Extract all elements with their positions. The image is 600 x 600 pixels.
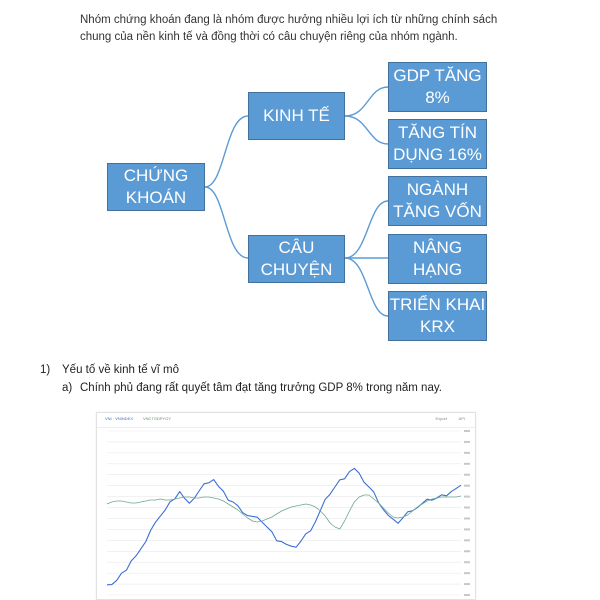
- section-title: Yếu tố về kinh tế vĩ mô: [62, 364, 179, 376]
- node-story: CÂU CHUYỆN: [248, 235, 345, 283]
- node-market-upgrade: NÂNG HẠNG: [388, 234, 487, 284]
- connector-story-krx: [345, 258, 388, 316]
- line-chart: [97, 427, 475, 599]
- chart-axis-tick: [464, 452, 470, 454]
- chart-axis-tick: [464, 550, 470, 552]
- node-gdp-growth: GDP TĂNG 8%: [388, 62, 487, 112]
- connector-root-story: [205, 187, 248, 258]
- subitem-number: a): [62, 382, 73, 394]
- chart-axis-tick: [464, 474, 470, 476]
- chart-screenshot: [96, 412, 476, 600]
- chart-axis-tick: [464, 539, 470, 541]
- section-number: 1): [40, 364, 51, 376]
- chart-axis-tick: [464, 485, 470, 487]
- chart-axis-tick: [464, 441, 470, 443]
- node-stocks: CHỨNG KHOÁN: [107, 163, 205, 211]
- node-krx-deployment: TRIỂN KHAI KRX: [388, 291, 487, 341]
- chart-axis-tick: [464, 528, 470, 530]
- intro-paragraph: Nhóm chứng khoán đang là nhóm được hưởng nhiều lợi ích từ những chính sách chung của nền kinh tế và đồng thời có câu chuyện riêng của nhóm ngành.: [80, 14, 498, 43]
- chart-axis-tick: [464, 430, 470, 432]
- connector-story-capital: [345, 201, 388, 258]
- chart-toolbar: [97, 413, 475, 428]
- chart-axis-tick: [464, 517, 470, 519]
- connector-economy-credit: [345, 116, 388, 144]
- chart-axis-tick: [464, 583, 470, 585]
- chart-legend-series-2: VNCTGDPYOY: [143, 416, 172, 421]
- connector-root-economy: [205, 116, 248, 187]
- chart-legend-series-1: VNI · VNINDEX: [105, 416, 134, 421]
- subitem-text: Chính phủ đang rất quyết tâm đạt tăng trưởng GDP 8% trong năm nay.: [80, 382, 442, 394]
- chart-axis-tick: [464, 594, 470, 596]
- section-heading: [40, 364, 179, 376]
- node-economy: KINH TẾ: [248, 92, 345, 140]
- chart-export-button[interactable]: Export: [435, 416, 447, 421]
- section-subitem: [62, 382, 442, 394]
- connector-economy-gdp: [345, 87, 388, 116]
- chart-axis-tick: [464, 496, 470, 498]
- chart-api-button[interactable]: API: [458, 416, 465, 421]
- node-capital-raising: NGÀNH TĂNG VỐN: [388, 176, 487, 226]
- chart-axis-tick: [464, 463, 470, 465]
- chart-axis-tick: [464, 572, 470, 574]
- node-credit-growth: TĂNG TÍN DỤNG 16%: [388, 119, 487, 169]
- chart-axis-tick: [464, 507, 470, 509]
- chart-axis-tick: [464, 561, 470, 563]
